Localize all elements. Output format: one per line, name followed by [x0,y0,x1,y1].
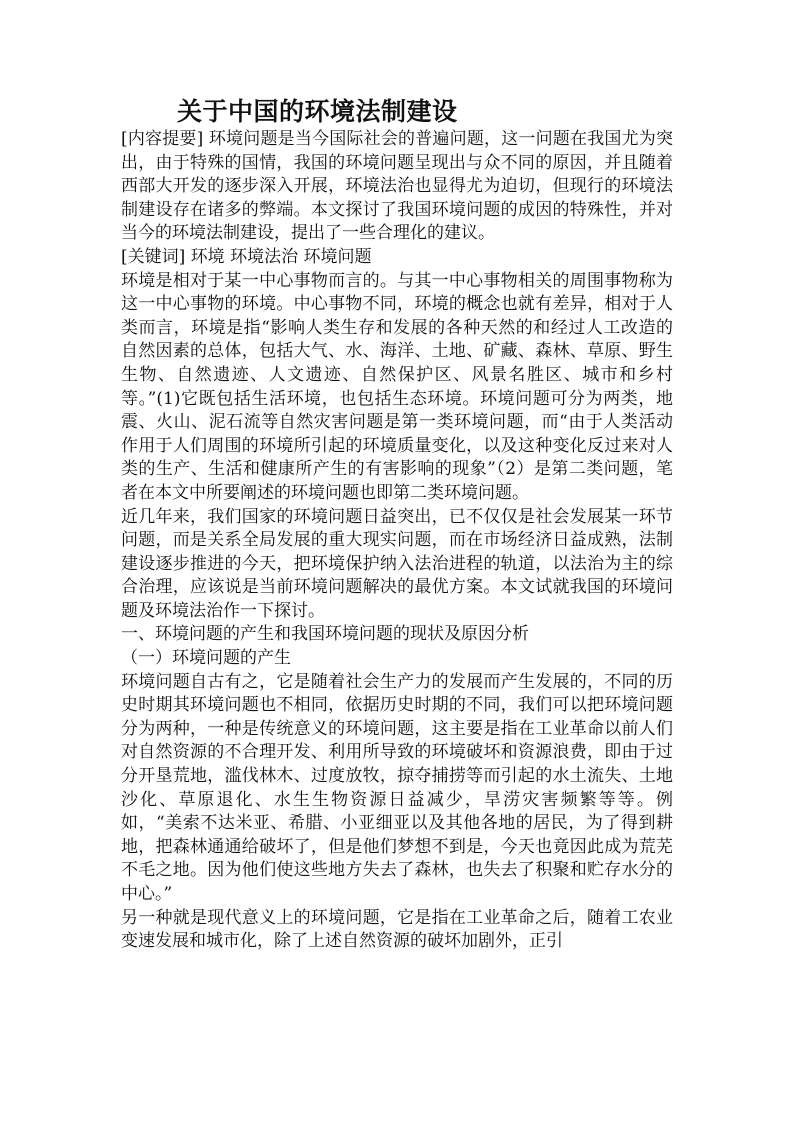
section-heading: 一、环境问题的产生和我国环境问题的现状及原因分析 [121,624,529,645]
intro-paragraph-1: 环境是相对于某一中心事物而言的。与其一中心事物相关的周围事物称为这一中心事物的环境。中心事物不同，环境的概念也就有差异，相对于人类而言，环境是指“影响人类生存和发展的各种天然的和经过人工改造的自然因素的总体，包括大气、水、海洋、土地、矿藏、森林、草原、野生生物、自然遗迹、人文遗迹、自然保护区、风景名胜区、城市和乡村等。”(1)它既包括生活环境，也包括生态环境。环境问题可分为两类，地震、火山、泥石流等自然灾害问题是第一类环境问题，而“由于人类活动作用于人们周围的环境所引起的环境质量变化，以及这种变化反过来对人类的生产、生活和健康所产生的有害影响的现象”（2）是第二类问题，笔者在本文中所要阐述的环境问题也即第二类环境问题。 [121,270,673,503]
body-paragraph-1: 环境问题自古有之，它是随着社会生产力的发展而产生发展的，不同的历史时期其环境问题也不相同，依据历史时期的不同，我们可以把环境问题分为两种，一种是传统意义的环境问题，这主要是指在工业革命以前人们对自然资源的不合理开发、利用所导致的环境破坏和资源浪费，即由于过分开垦荒地，滥伐林木、过度放牧，掠夺捕捞等而引起的水土流失、土地沙化、草原退化、水生生物资源日益减少，旱涝灾害频繁等等。例如，“美索不达米亚、希腊、小亚细亚以及其他各地的居民，为了得到耕地，把森林通通给破坏了，但是他们梦想不到是，今天也竟因此成为荒芜不毛之地。因为他们使这些地方失去了森林，也失去了积聚和贮存水分的中心。” [121,671,673,904]
document-title: 关于中国的环境法制建设 [177,97,458,126]
intro-paragraph-2: 近几年来，我们国家的环境问题日益突出，已不仅仅是社会发展某一环节问题，而是关系全局发展的重大现实问题，而在市场经济日益成熟，法制建设逐步推进的今天，把环境保护纳入法治进程的轨道，以法治为主的综合治理，应该说是当前环境问题解决的最优方案。本文试就我国的环境问题及环境法治作一下探讨。 [121,506,673,621]
subsection-heading: （一）环境问题的产生 [121,648,291,669]
keywords-line: [关键词] 环境 环境法治 环境问题 [121,246,372,267]
abstract-paragraph: [内容提要] 环境问题是当今国际社会的普遍问题，这一问题在我国尤为突出，由于特殊的国情，我国的环境问题呈现出与众不同的原因，并且随着西部大开发的逐步深入开展，环境法治也显得尤为迫切，但现行的环境法制建设存在诸多的弊端。本文探讨了我国环境问题的成因的特殊性，并对当今的环境法制建设，提出了一些合理化的建议。 [121,129,673,244]
document-page [121,96,673,954]
body-paragraph-2: 另一种就是现代意义上的环境问题，它是指在工业革命之后，随着工农业变速发展和城市化，除了上述自然资源的破坏加剧外，正引 [121,907,673,952]
